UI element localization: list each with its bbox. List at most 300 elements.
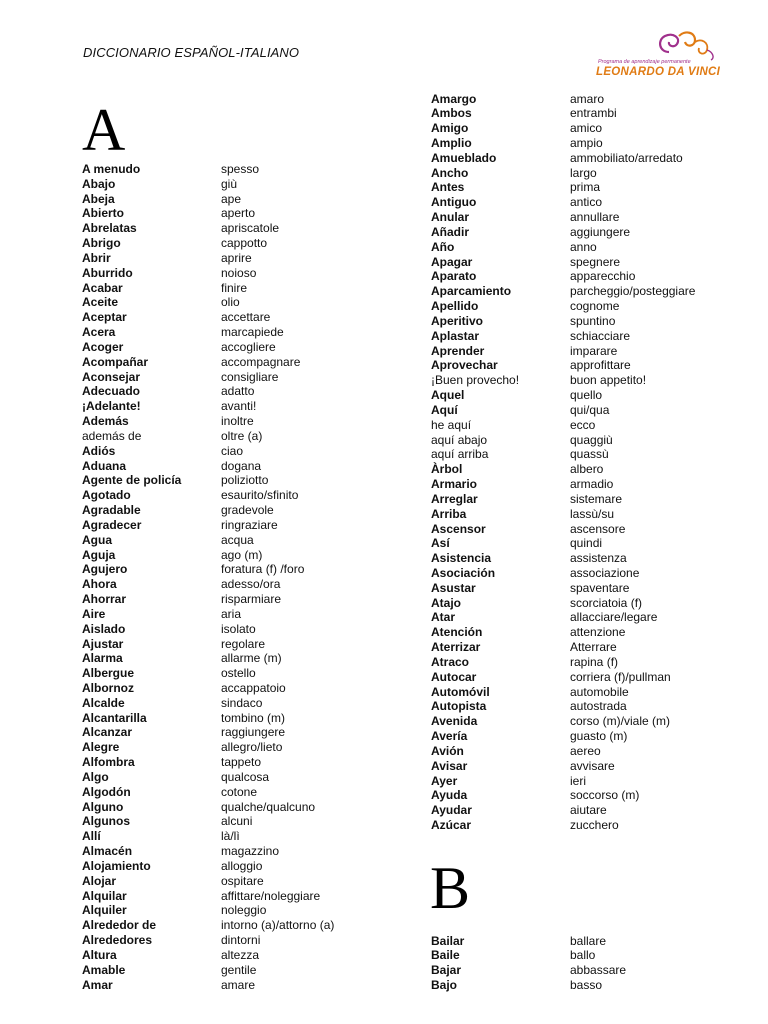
italian-translation: olio (221, 295, 240, 310)
spanish-term: Allí (82, 829, 101, 844)
italian-translation: quello (570, 388, 603, 403)
spanish-term: Aire (82, 606, 106, 621)
italian-translation: noleggio (221, 903, 267, 918)
dictionary-entry (82, 725, 372, 740)
dictionary-entry (431, 948, 751, 963)
italian-translation: intorno (a)/attorno (a) (221, 918, 335, 933)
dictionary-entry (82, 740, 372, 755)
dictionary-entry (82, 903, 372, 918)
dictionary-entry (82, 889, 372, 904)
spanish-term: Abrir (82, 250, 111, 265)
italian-translation: basso (570, 977, 603, 992)
spanish-term: Ajustar (82, 636, 124, 651)
italian-translation: annullare (570, 210, 620, 225)
dictionary-entry (82, 444, 372, 459)
italian-translation: adatto (221, 384, 255, 399)
dictionary-entry (431, 818, 751, 833)
dictionary-entry (431, 269, 751, 284)
dictionary-entry (431, 373, 751, 388)
spanish-term: Baile (431, 948, 460, 963)
italian-translation: spaventare (570, 580, 630, 595)
section-letter-b: B (430, 855, 471, 921)
spanish-term: Agente de policía (82, 473, 182, 488)
dictionary-entry (431, 358, 751, 373)
italian-translation: entrambi (570, 106, 617, 121)
italian-translation: allacciare/legare (570, 610, 658, 625)
dictionary-column-left (82, 162, 372, 992)
dictionary-entry (82, 859, 372, 874)
dictionary-entry (431, 403, 751, 418)
dictionary-entry (82, 340, 372, 355)
italian-translation: accompagnare (221, 354, 301, 369)
spanish-term: Agradable (82, 503, 141, 518)
spanish-term: Atención (431, 625, 483, 640)
dictionary-entry (431, 610, 751, 625)
italian-translation: sindaco (221, 695, 263, 710)
dictionary-entry (431, 507, 751, 522)
spanish-term: Algo (82, 769, 109, 784)
dictionary-entry (431, 92, 751, 107)
dictionary-entry (82, 429, 372, 444)
spanish-term: Aduana (82, 458, 127, 473)
italian-translation: inoltre (221, 414, 254, 429)
dictionary-entry (82, 473, 372, 488)
spanish-term: Alojar (82, 873, 117, 888)
dictionary-entry (82, 562, 372, 577)
italian-translation: allegro/lieto (221, 740, 283, 755)
spanish-term: Autocar (431, 669, 477, 684)
dictionary-column-right (431, 92, 751, 833)
italian-translation: anno (570, 239, 597, 254)
dictionary-entry (82, 785, 372, 800)
italian-translation: approfittare (570, 358, 631, 373)
dictionary-entry (431, 536, 751, 551)
italian-translation: ciao (221, 443, 244, 458)
spanish-term: Alrededores (82, 933, 153, 948)
spanish-term: Abierto (82, 206, 124, 221)
spanish-term: Aperitivo (431, 313, 484, 328)
italian-translation: finire (221, 280, 248, 295)
spanish-term: Atar (431, 610, 456, 625)
italian-translation: amare (221, 977, 256, 992)
dictionary-entry (82, 681, 372, 696)
dictionary-entry (82, 518, 372, 533)
italian-translation: parcheggio/posteggiare (570, 284, 696, 299)
spanish-term: he aquí (431, 417, 472, 432)
spanish-term: Aprovechar (431, 358, 498, 373)
spanish-term: Alquiler (82, 903, 127, 918)
dictionary-entry (82, 503, 372, 518)
spanish-term: Aislado (82, 621, 126, 636)
dictionary-entry (431, 314, 751, 329)
spanish-term: Alquilar (82, 888, 127, 903)
dictionary-entry (431, 655, 751, 670)
italian-translation: corriera (f)/pullman (570, 669, 671, 684)
italian-translation: avanti! (221, 399, 257, 414)
spanish-term: Amigo (431, 121, 469, 136)
italian-translation: ecco (570, 417, 596, 432)
dictionary-column-right-b (431, 934, 751, 993)
italian-translation: apparecchio (570, 269, 636, 284)
italian-translation: dintorni (221, 933, 261, 948)
dictionary-entry (82, 978, 372, 993)
spanish-term: Aquel (431, 388, 465, 403)
dictionary-entry (82, 933, 372, 948)
dictionary-entry (82, 310, 372, 325)
italian-translation: accogliere (221, 339, 276, 354)
spanish-term: Agujero (82, 562, 128, 577)
dictionary-entry (431, 418, 751, 433)
dictionary-entry (431, 640, 751, 655)
dictionary-entry (82, 800, 372, 815)
dictionary-entry (431, 210, 751, 225)
italian-translation: ascensore (570, 521, 626, 536)
italian-translation: ringraziare (221, 517, 278, 532)
italian-translation: aperto (221, 206, 256, 221)
italian-translation: alloggio (221, 858, 263, 873)
italian-translation: quindi (570, 536, 603, 551)
italian-translation: sistemare (570, 491, 623, 506)
italian-translation: ape (221, 191, 242, 206)
dictionary-entry (82, 384, 372, 399)
dictionary-entry (82, 622, 372, 637)
spanish-term: Apellido (431, 299, 479, 314)
spanish-term: Azúcar (431, 818, 472, 833)
dictionary-entry (431, 462, 751, 477)
spanish-term: Asociación (431, 566, 496, 580)
dictionary-entry (82, 281, 372, 296)
italian-translation: tombino (m) (221, 710, 286, 725)
spanish-term: Alojamiento (82, 858, 151, 873)
italian-translation: giù (221, 176, 238, 191)
dictionary-entry (431, 329, 751, 344)
spanish-term: Apagar (431, 254, 473, 269)
italian-translation: ostello (221, 666, 256, 681)
spanish-term: Albornoz (82, 680, 134, 695)
dictionary-entry (82, 592, 372, 607)
spanish-term: Avería (431, 729, 468, 744)
spanish-term: Automóvil (431, 684, 490, 699)
spanish-term: Además (82, 414, 129, 429)
spanish-term: Autopista (431, 699, 487, 714)
italian-translation: corso (m)/viale (m) (570, 714, 671, 729)
dictionary-entry (431, 803, 751, 818)
dictionary-entry (431, 106, 751, 121)
spanish-term: Alguno (82, 799, 124, 814)
italian-translation: accappatoio (221, 680, 286, 695)
dictionary-entry (82, 963, 372, 978)
logo-tagline: Programa de aprendizaje permanente (598, 59, 691, 65)
spanish-term: Altura (82, 947, 117, 962)
dictionary-entry (82, 651, 372, 666)
dictionary-entry (82, 206, 372, 221)
italian-translation: ampio (570, 135, 603, 150)
italian-translation: regolare (221, 636, 266, 651)
spanish-term: Arriba (431, 506, 467, 521)
italian-translation: aria (221, 606, 242, 621)
spanish-term: Añadir (431, 224, 470, 239)
dictionary-entry (431, 284, 751, 299)
italian-translation: poliziotto (221, 473, 269, 488)
italian-translation: risparmiare (221, 592, 282, 607)
spanish-term: Bajar (431, 963, 462, 978)
spanish-term: Albergue (82, 666, 135, 681)
spanish-term: Ahora (82, 577, 117, 592)
italian-translation: ago (m) (221, 547, 263, 562)
dictionary-entry (431, 714, 751, 729)
italian-translation: qualche/qualcuno (221, 799, 316, 814)
spanish-term: Amueblado (431, 150, 497, 165)
spanish-term: Asustar (431, 580, 476, 595)
italian-translation: dogana (221, 458, 262, 473)
italian-translation: rapina (f) (570, 654, 619, 669)
spanish-term: Algodón (82, 784, 131, 799)
dictionary-entry (431, 744, 751, 759)
document-title: DICCIONARIO ESPAÑOL-ITALIANO (83, 45, 300, 60)
spanish-term: Acoger (82, 339, 124, 354)
italian-translation: cotone (221, 784, 258, 799)
dictionary-entry (431, 978, 751, 993)
italian-translation: ospitare (221, 873, 264, 888)
dictionary-entry (431, 240, 751, 255)
italian-translation: lassù/su (570, 506, 615, 521)
italian-translation: Atterrare (570, 640, 617, 655)
italian-translation: scorciatoia (f) (570, 595, 643, 610)
spanish-term: Alfombra (82, 755, 135, 770)
leonardo-da-vinci-logo (590, 30, 730, 88)
dictionary-entry (82, 711, 372, 726)
dictionary-entry (431, 225, 751, 240)
spanish-term: Aburrido (82, 265, 133, 280)
spanish-term: ¡Buen provecho! (431, 373, 520, 388)
spanish-term: Bailar (431, 933, 465, 948)
dictionary-entry (431, 774, 751, 789)
italian-translation: marcapiede (221, 325, 284, 340)
dictionary-entry (82, 918, 372, 933)
dictionary-entry (431, 581, 751, 596)
spanish-term: Alegre (82, 740, 120, 755)
italian-translation: qualcosa (221, 769, 270, 784)
dictionary-entry (82, 533, 372, 548)
dictionary-entry (431, 699, 751, 714)
italian-translation: altezza (221, 947, 260, 962)
spanish-term: Ancho (431, 165, 469, 180)
italian-translation: consigliare (221, 369, 279, 384)
spanish-term: Aconsejar (82, 369, 141, 384)
spanish-term: Adecuado (82, 384, 141, 399)
dictionary-entry (82, 666, 372, 681)
italian-translation: associazione (570, 566, 640, 580)
dictionary-entry (431, 685, 751, 700)
italian-translation: quaggiù (570, 432, 613, 447)
dictionary-entry (431, 299, 751, 314)
dictionary-entry (431, 255, 751, 270)
italian-translation: amico (570, 121, 603, 136)
italian-translation: spegnere (570, 254, 621, 269)
dictionary-entry (82, 266, 372, 281)
spanish-term: Bajo (431, 977, 458, 992)
italian-translation: zucchero (570, 818, 619, 833)
spanish-term: Antiguo (431, 195, 477, 210)
italian-translation: amaro (570, 91, 605, 106)
dictionary-entry (82, 548, 372, 563)
italian-translation: ballo (570, 948, 596, 963)
italian-translation: automobile (570, 684, 629, 699)
dictionary-entry (82, 221, 372, 236)
dictionary-entry (82, 755, 372, 770)
italian-translation: oltre (a) (221, 428, 263, 443)
dictionary-entry (431, 121, 751, 136)
dictionary-entry (431, 195, 751, 210)
spanish-term: Agua (82, 532, 112, 547)
spanish-term: Abrelatas (82, 221, 137, 236)
dictionary-entry (431, 551, 751, 566)
italian-translation: là/lì (221, 829, 240, 844)
dictionary-entry (82, 696, 372, 711)
spanish-term: Arreglar (431, 491, 478, 506)
italian-translation: quassù (570, 447, 609, 462)
spanish-term: Almacén (82, 844, 133, 859)
spanish-term: Avisar (431, 758, 468, 773)
dictionary-entry (82, 414, 372, 429)
dictionary-entry (431, 788, 751, 803)
spanish-term: Alarma (82, 651, 123, 666)
spanish-term: Aceite (82, 295, 119, 310)
spanish-term: Àrbol (431, 462, 463, 477)
dictionary-entry (431, 433, 751, 448)
italian-translation: ieri (570, 773, 587, 788)
dictionary-entry (431, 566, 751, 581)
italian-translation: affittare/noleggiare (221, 888, 321, 903)
dictionary-entry (431, 136, 751, 151)
spanish-term: Agotado (82, 488, 131, 503)
dictionary-entry (82, 192, 372, 207)
italian-translation: schiacciare (570, 328, 631, 343)
italian-translation: esaurito/sfinito (221, 488, 299, 503)
spanish-term: Adiós (82, 443, 116, 458)
spanish-term: Alcanzar (82, 725, 133, 740)
dictionary-entry (82, 829, 372, 844)
dictionary-entry (431, 522, 751, 537)
spanish-term: Anular (431, 210, 470, 225)
italian-translation: spesso (221, 162, 260, 176)
spanish-term: Avenida (431, 714, 478, 729)
italian-translation: aiutare (570, 803, 607, 818)
spanish-term: A menudo (82, 162, 141, 176)
italian-translation: tappeto (221, 755, 262, 770)
spanish-term: Acompañar (82, 354, 149, 369)
spanish-term: Aplastar (431, 328, 480, 343)
spanish-term: Aquí (431, 402, 458, 417)
spanish-term: Aterrizar (431, 640, 481, 655)
spanish-term: Ascensor (431, 521, 486, 536)
dictionary-entry (82, 488, 372, 503)
italian-translation: soccorso (m) (570, 788, 640, 803)
dictionary-entry (431, 596, 751, 611)
spanish-term: Amplio (431, 135, 472, 150)
italian-translation: raggiungere (221, 725, 286, 740)
italian-translation: aprire (221, 250, 252, 265)
spanish-term: Algunos (82, 814, 130, 829)
spanish-term: Así (431, 536, 450, 551)
italian-translation: prima (570, 180, 601, 195)
dictionary-entry (431, 166, 751, 181)
spanish-term: Ayuda (431, 788, 468, 803)
italian-translation: cognome (570, 299, 620, 314)
italian-translation: gentile (221, 962, 257, 977)
italian-translation: gradevole (221, 503, 274, 518)
italian-translation: buon appetito! (570, 373, 647, 388)
italian-translation: attenzione (570, 625, 626, 640)
section-letter-a: A (82, 97, 126, 163)
spanish-term: Acera (82, 325, 116, 340)
dictionary-entry (431, 180, 751, 195)
dictionary-entry (431, 447, 751, 462)
italian-translation: aereo (570, 743, 601, 758)
spanish-term: Aparato (431, 269, 477, 284)
spanish-term: Asistencia (431, 551, 492, 566)
dictionary-entry (82, 251, 372, 266)
dictionary-entry (431, 963, 751, 978)
italian-translation: abbassare (570, 963, 627, 978)
spanish-term: Armario (431, 477, 478, 492)
italian-translation: guasto (m) (570, 729, 628, 744)
dictionary-entry (82, 325, 372, 340)
swirl-logo-icon (655, 30, 725, 62)
dictionary-entry (82, 770, 372, 785)
italian-translation: assistenza (570, 551, 627, 566)
spanish-term: Alrededor de (82, 918, 157, 933)
spanish-term: Alcalde (82, 695, 125, 710)
dictionary-entry (82, 844, 372, 859)
dictionary-entry (82, 607, 372, 622)
spanish-term: Aprender (431, 343, 485, 358)
spanish-term: Antes (431, 180, 465, 195)
dictionary-entry (82, 814, 372, 829)
italian-translation: largo (570, 165, 597, 180)
dictionary-entry (82, 577, 372, 592)
italian-translation: avvisare (570, 758, 615, 773)
dictionary-entry (82, 637, 372, 652)
spanish-term: Abrigo (82, 236, 121, 251)
spanish-term: Abeja (82, 191, 115, 206)
italian-translation: albero (570, 462, 604, 477)
italian-translation: cappotto (221, 236, 268, 251)
spanish-term: Acabar (82, 280, 123, 295)
italian-translation: accettare (221, 310, 271, 325)
spanish-term: Ambos (431, 106, 472, 121)
italian-translation: magazzino (221, 844, 280, 859)
italian-translation: isolato (221, 621, 256, 636)
spanish-term: aquí abajo (431, 432, 488, 447)
dictionary-entry (431, 477, 751, 492)
spanish-term: aquí arriba (431, 447, 489, 462)
spanish-term: Amargo (431, 91, 477, 106)
spanish-term: Agradecer (82, 517, 142, 532)
dictionary-entry (431, 344, 751, 359)
italian-translation: spuntino (570, 313, 616, 328)
dictionary-entry (82, 162, 372, 177)
italian-translation: armadio (570, 477, 614, 492)
italian-translation: ammobiliato/arredato (570, 150, 683, 165)
spanish-term: Aceptar (82, 310, 127, 325)
dictionary-entry (82, 236, 372, 251)
spanish-term: Aparcamiento (431, 284, 512, 299)
dictionary-entry (82, 948, 372, 963)
dictionary-entry (82, 295, 372, 310)
spanish-term: Abajo (82, 176, 116, 191)
spanish-term: Amar (82, 977, 113, 992)
